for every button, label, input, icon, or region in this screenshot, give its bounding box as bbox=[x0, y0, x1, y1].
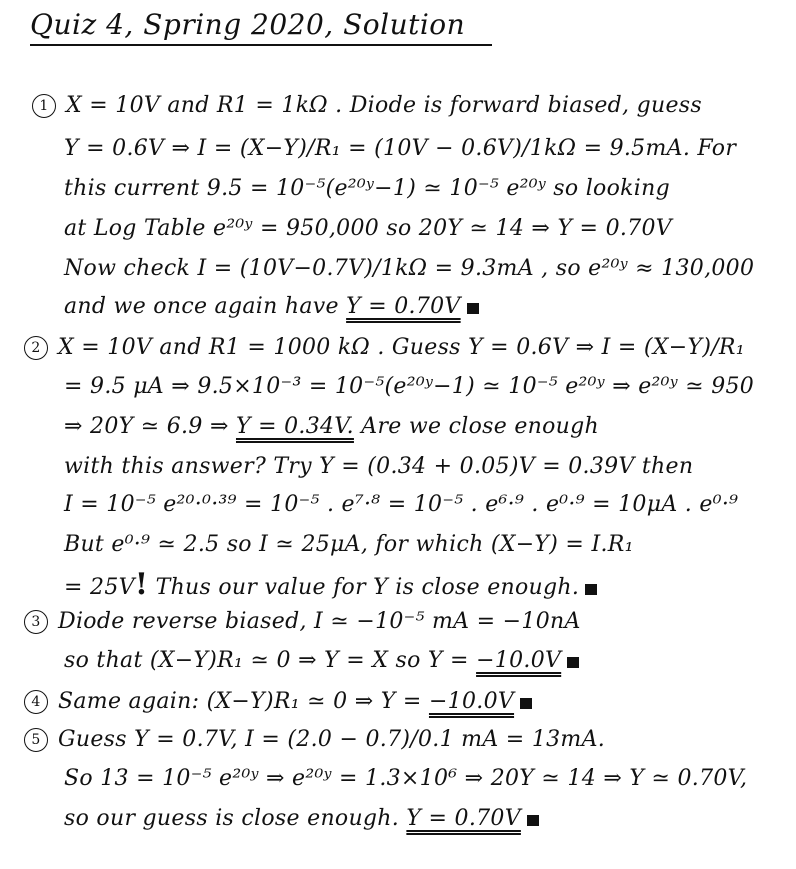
p2-line-1 bbox=[24, 336, 745, 360]
problem-number-5: 5 bbox=[24, 728, 48, 752]
p1-line-6 bbox=[64, 296, 479, 318]
qed-mark bbox=[567, 657, 579, 668]
exclamation-mark: ! bbox=[134, 567, 149, 602]
p5-text-1: Guess Y = 0.7V, I = (2.0 − 0.7)/0.1 mA = 13mA. bbox=[58, 727, 606, 752]
p2-text-1: X = 10V and R1 = 1000 kΩ . Guess Y = 0.6V ⇒ I = (X−Y)/R₁ bbox=[58, 335, 745, 360]
p2-line-6: But e⁰·⁹ ≃ 2.5 so I ≃ 25μA, for which (X−Y) = I.R₁ bbox=[64, 532, 634, 557]
p2-line-7 bbox=[64, 567, 597, 602]
p2-text-3a: ⇒ 20Y ≃ 6.9 ⇒ bbox=[64, 414, 229, 439]
p4-line-1 bbox=[24, 690, 532, 714]
p5-line-3 bbox=[64, 808, 539, 830]
p2-line-3 bbox=[64, 416, 599, 438]
p1-line-2: Y = 0.6V ⇒ I = (X−Y)/R₁ = (10V − 0.6V)/1kΩ = 9.5mA. For bbox=[64, 136, 737, 161]
qed-mark bbox=[520, 698, 532, 709]
p4-answer: −10.0V bbox=[428, 689, 515, 714]
p2-line-5: I = 10⁻⁵ e²⁰·⁰·³⁹ = 10⁻⁵ . e⁷·⁸ = 10⁻⁵ . e⁶·⁹ . e⁰·⁹ = 10μA . e⁰·⁹ bbox=[64, 492, 739, 517]
p2-text-7a: = 25V bbox=[64, 575, 135, 600]
p3-text-2: so that (X−Y)R₁ ≃ 0 ⇒ Y = X so Y = bbox=[64, 648, 469, 673]
p5-text-3: so our guess is close enough. bbox=[64, 806, 400, 831]
p1-line-4: at Log Table e²⁰ʸ = 950,000 so 20Y ≃ 14 ⇒ Y = 0.70V bbox=[64, 216, 672, 241]
p1-answer: Y = 0.70V bbox=[346, 294, 461, 319]
p2-line-4: with this answer? Try Y = (0.34 + 0.05)V = 0.39V then bbox=[64, 454, 694, 479]
p3-line-2 bbox=[64, 650, 579, 672]
problem-number-2: 2 bbox=[24, 336, 48, 360]
p1-text-1: X = 10V and R1 = 1kΩ . Diode is forward biased, guess bbox=[66, 93, 702, 118]
p3-line-1 bbox=[24, 610, 581, 634]
p1-text-6: and we once again have bbox=[64, 294, 339, 319]
p2-text-7b: Thus our value for Y is close enough. bbox=[155, 575, 580, 600]
p3-text-1: Diode reverse biased, I ≃ −10⁻⁵ mA = −10nA bbox=[58, 609, 581, 634]
p4-text-1: Same again: (X−Y)R₁ ≃ 0 ⇒ Y = bbox=[58, 689, 422, 714]
p5-line-1 bbox=[24, 728, 605, 752]
p1-line-1 bbox=[32, 94, 702, 118]
qed-mark bbox=[585, 584, 597, 595]
p1-line-3: this current 9.5 = 10⁻⁵(e²⁰ʸ−1) ≃ 10⁻⁵ e²⁰ʸ so looking bbox=[64, 176, 670, 201]
problem-number-4: 4 bbox=[24, 690, 48, 714]
qed-mark bbox=[467, 303, 479, 314]
title-underline bbox=[30, 44, 492, 46]
p2-answer: Y = 0.34V. bbox=[235, 414, 354, 439]
p2-text-3b: Are we close enough bbox=[361, 414, 599, 439]
problem-number-1: 1 bbox=[32, 94, 56, 118]
p3-answer: −10.0V bbox=[476, 648, 562, 673]
p2-line-2: = 9.5 μA ⇒ 9.5×10⁻³ = 10⁻⁵(e²⁰ʸ−1) ≃ 10⁻⁵ e²⁰ʸ ⇒ e²⁰ʸ ≃ 950 bbox=[64, 374, 755, 399]
qed-mark bbox=[527, 815, 539, 826]
p5-line-2: So 13 = 10⁻⁵ e²⁰ʸ ⇒ e²⁰ʸ = 1.3×10⁶ ⇒ 20Y ≃ 14 ⇒ Y ≃ 0.70V, bbox=[64, 766, 748, 791]
p5-answer: Y = 0.70V bbox=[406, 806, 521, 831]
problem-number-3: 3 bbox=[24, 610, 48, 634]
page-title: Quiz 4, Spring 2020, Solution bbox=[30, 8, 466, 41]
p1-line-5: Now check I = (10V−0.7V)/1kΩ = 9.3mA , so e²⁰ʸ ≈ 130,000 bbox=[64, 256, 755, 281]
